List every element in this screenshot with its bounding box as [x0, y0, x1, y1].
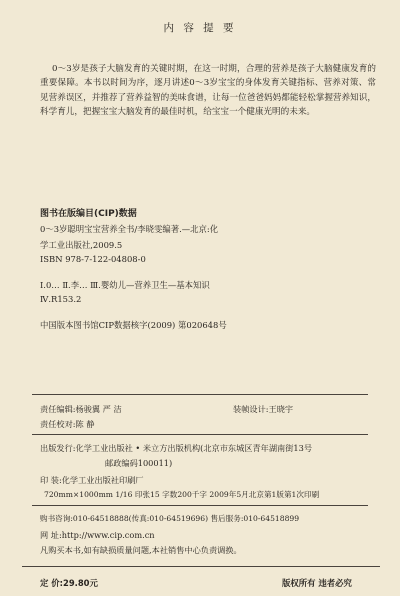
price-label: 定 价:29.80元 — [40, 578, 98, 588]
postcode-line: 邮政编码100011) — [105, 458, 173, 468]
cip-line: 学工业出版社,2009.5 — [40, 240, 123, 250]
phone-line: 购书咨询:010-64518888(传真:010-64519696) 售后服务:010-64518899 — [40, 514, 300, 523]
specs-line: 720mm×1000mm 1/16 印张15 字数200千字 2009年5月北京第1版第1次印刷 — [44, 490, 320, 499]
proofreader-credit: 责任校对:陈 静 — [40, 419, 95, 429]
rights-notice: 版权所有 违者必究 — [282, 578, 352, 588]
cip-classification: Ⅳ.R153.2 — [40, 294, 82, 304]
designer-credit: 装帧设计:王晓宇 — [233, 404, 294, 414]
notice-line: 凡购买本书,如有缺损质量问题,本社销售中心负责调换。 — [40, 545, 242, 555]
cip-line: Ⅰ.0… Ⅱ.李… Ⅲ.婴幼儿—营养卫生—基本知识 — [40, 280, 210, 290]
publisher-line: 出版发行:化学工业出版社 • 米立方出版机构(北京市东城区青年湖南街13号 — [40, 443, 313, 453]
divider — [32, 394, 368, 395]
divider — [32, 505, 368, 506]
cip-record-number: 中国版本图书馆CIP数据核字(2009) 第020648号 — [40, 320, 227, 330]
summary-paragraph: 0～3岁是孩子大脑发育的关键时期，在这一时期，合理的营养是孩子大脑健康发育的重要保障。本书以时间为序，逐月讲述0～3岁宝宝的身体发育关键指标、营养对策、常见营养误区，并推荐了营养益智的美味食谱，让每一位爸爸妈妈都能轻松掌握营养知识，科学育儿，把握宝宝大脑发育的最佳时机，给宝宝一个健康光明的未来。 — [40, 64, 376, 118]
cip-line: 0～3岁聪明宝宝营养全书/李晓雯编著.—北京:化 — [40, 224, 219, 234]
cip-isbn: ISBN 978-7-122-04808-0 — [40, 254, 146, 264]
editors-credit: 责任编辑:杨骏翼 严 洁 — [40, 404, 122, 414]
divider — [22, 566, 380, 567]
divider — [32, 434, 368, 435]
cip-heading: 图书在版编目(CIP)数据 — [40, 209, 137, 219]
printer-line: 印 装:化学工业出版社印刷厂 — [40, 475, 144, 485]
summary-title: 内 容 提 要 — [163, 22, 237, 34]
website-line: 网 址:http://www.cip.com.cn — [40, 530, 155, 540]
